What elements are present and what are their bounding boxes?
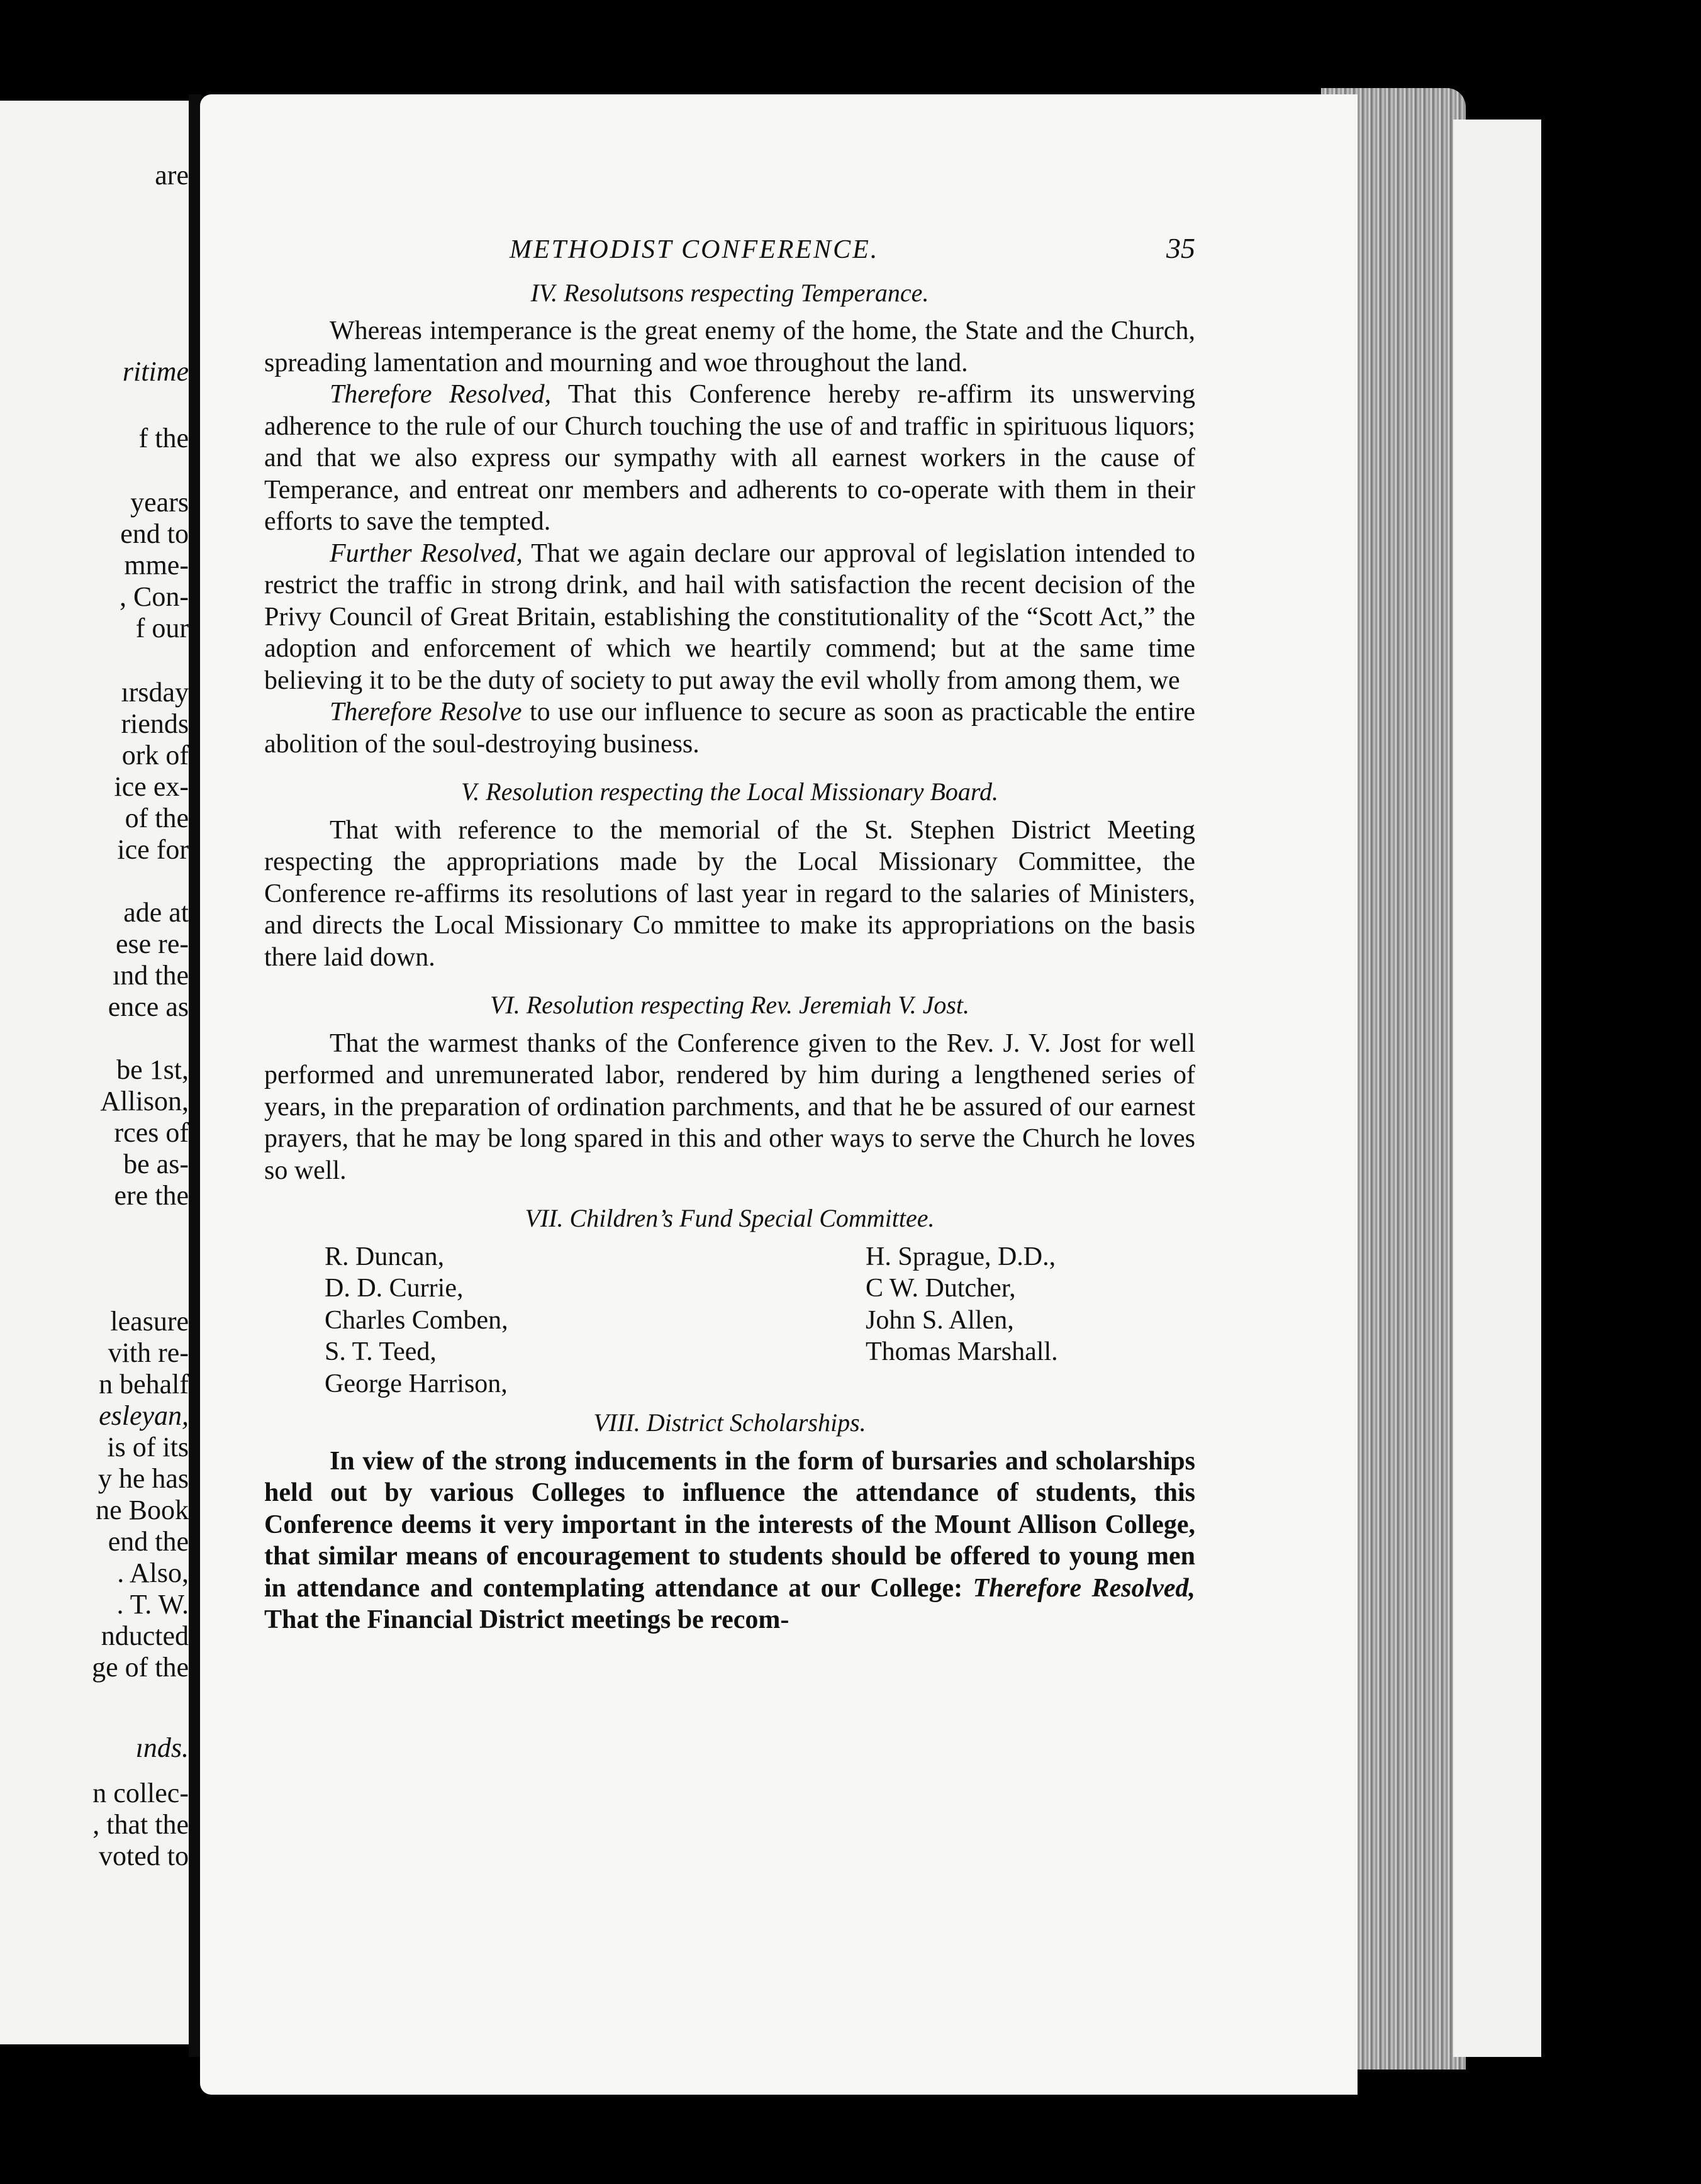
paragraph: That with reference to the memorial of the St. Stephen District Meeting respecting the appropriations made by the Local Missionary Committee, the Conference re-affirms its resolutions of last year in regard to the salaries of Ministers, and directs the Local Missionary Co mmittee to make its appropriations on the basis there laid down. xyxy=(264,815,1195,972)
section-v-title: V. Resolution respecting the Local Missionary Board. xyxy=(460,777,998,806)
left-page-line: ade at xyxy=(123,897,189,928)
paragraph-body: to use our influence to secure as soon as practicable the entire abolition of the soul-destroying business. xyxy=(264,698,1195,759)
committee-names xyxy=(264,1241,1195,1400)
paragraph-lead: Therefore Resolve xyxy=(330,698,522,727)
left-page-line: ice for xyxy=(117,834,189,865)
paragraph xyxy=(264,696,1195,760)
paragraph: Whereas intemperance is the great enemy of the home, the State and the Church, spreading lamentation and mourning and woe throughout the land. xyxy=(264,316,1195,377)
left-page-line: n collec- xyxy=(92,1778,189,1808)
left-page-line: ınds. xyxy=(135,1732,189,1763)
left-page-line: ritime xyxy=(122,356,189,387)
name-col-right xyxy=(866,1241,1218,1400)
left-facing-page xyxy=(0,101,189,2044)
left-page-line: , Con- xyxy=(120,581,189,612)
left-page-line: ne Book xyxy=(96,1495,189,1525)
paragraph-body: That we again declare our approval of legislation intended to restrict the traffic in strong drink, and hail with satisfaction the recent decision of the Privy Council of Great Britain, establishing the constitutionality of the “Scott Act,” the adoption and enforcement of which we heartily commend; but at the same time believing it to be the duty of society to put away the evil wholly from among them, we xyxy=(264,538,1195,695)
left-page-line: be 1st, xyxy=(116,1054,189,1085)
running-title: METHODIST CONFERENCE. xyxy=(510,235,879,264)
left-page-line: rces of xyxy=(114,1117,189,1148)
left-page-line: Allison, xyxy=(100,1086,189,1117)
left-page-line: ese re- xyxy=(115,928,189,959)
left-page-line: years xyxy=(130,487,189,518)
committee-member: George Harrison, xyxy=(325,1369,508,1398)
committee-member: Thomas Marshall. xyxy=(866,1337,1058,1366)
section-vi-title: VI. Resolution respecting Rev. Jeremiah V. Jost. xyxy=(489,991,969,1019)
left-page-line: end the xyxy=(108,1526,189,1557)
paragraph xyxy=(264,379,1195,538)
left-page-line: f the xyxy=(138,423,189,454)
bold-block xyxy=(264,1446,1195,1636)
committee-member: John S. Allen, xyxy=(866,1305,1014,1335)
left-page-line: n behalf xyxy=(99,1369,189,1400)
section-vii-title: VII. Children’s Fund Special Committee. xyxy=(525,1204,935,1232)
committee-member: Charles Comben, xyxy=(325,1305,508,1335)
left-page-line: ırsday xyxy=(121,677,189,708)
left-page-line: ge of the xyxy=(92,1652,189,1683)
left-page-line: f our xyxy=(135,613,189,644)
page-number: 35 xyxy=(1166,232,1195,264)
paragraph-lead: Therefore Resolved, xyxy=(330,380,552,409)
left-page-line: ice ex- xyxy=(114,771,189,802)
left-page-line: voted to xyxy=(99,1841,189,1871)
paragraph xyxy=(264,1446,1195,1636)
left-page-line: leasure xyxy=(110,1306,189,1337)
left-page-line: vith re- xyxy=(108,1337,189,1368)
left-page-line: ork of xyxy=(121,740,189,771)
book-cover-board xyxy=(1453,120,1541,2057)
running-header xyxy=(264,233,1195,266)
committee-member: R. Duncan, xyxy=(325,1242,445,1271)
paragraph: That the warmest thanks of the Conference given to the Rev. J. V. Jost for well performed and unremunerated labor, rendered by him during a lengthened series of years, in the preparation of ordination parchments, and that he be assured of our earnest prayers, that he may be long spared in this and other ways to serve the Church he loves so well. xyxy=(264,1028,1195,1185)
left-page-line: . Also, xyxy=(117,1557,189,1588)
left-page-line: of the xyxy=(125,803,189,833)
left-page-line: is of its xyxy=(107,1432,189,1462)
page-text xyxy=(264,233,1195,1636)
left-page-line: are xyxy=(155,160,189,191)
name-col-left xyxy=(325,1241,866,1400)
committee-member: D. D. Currie, xyxy=(325,1274,464,1303)
left-page-line: end to xyxy=(120,518,189,549)
left-page-line: y he has xyxy=(98,1463,189,1494)
paragraph-body: That this Conference hereby re-affirm its unswerving adherence to the rule of our Church touching the use of and traffic in spirituous liquors; and that we also express our sympathy with all earnest workers in the cause of Temperance, and entreat onr members and adherents to co-operate with them in their efforts to save the tempted. xyxy=(264,380,1195,536)
book-gutter xyxy=(189,94,201,2057)
paragraph-lead: Further Resolved, xyxy=(330,538,523,568)
committee-member: C W. Dutcher, xyxy=(866,1274,1016,1303)
left-page-line: , that the xyxy=(92,1809,189,1840)
left-page-line: ence as xyxy=(108,991,189,1022)
left-page-line: ınd the xyxy=(113,960,189,991)
paragraph-body: In view of the strong inducements in the form of bursaries and scholarships held out by various Colleges to influence the attendance of students, this Conference deems it very important in the interests of the Mount Allison College, that similar means of encouragement to students should be offered to young men in attendance and contemplating attendance at our College: xyxy=(264,1446,1195,1603)
paragraph xyxy=(264,538,1195,697)
paragraph-end: That the Financial District meetings be recom- xyxy=(264,1605,789,1634)
section-iv-title: IV. Resolutsons respecting Temperance. xyxy=(530,278,929,307)
left-page-line: . T. W. xyxy=(116,1589,189,1620)
committee-member: H. Sprague, D.D., xyxy=(866,1242,1056,1271)
left-page-line: riends xyxy=(121,708,189,739)
paragraph-lead: Therefore Resolved, xyxy=(973,1573,1195,1603)
left-page-line: esleyan, xyxy=(99,1400,189,1431)
left-page-line: be as- xyxy=(123,1149,189,1179)
left-page-line: ere the xyxy=(114,1180,189,1211)
committee-member: S. T. Teed, xyxy=(325,1337,437,1366)
section-viii-title: VIII. District Scholarships. xyxy=(593,1408,866,1437)
left-page-line: mme- xyxy=(124,550,189,581)
left-page-line: nducted xyxy=(101,1620,189,1651)
